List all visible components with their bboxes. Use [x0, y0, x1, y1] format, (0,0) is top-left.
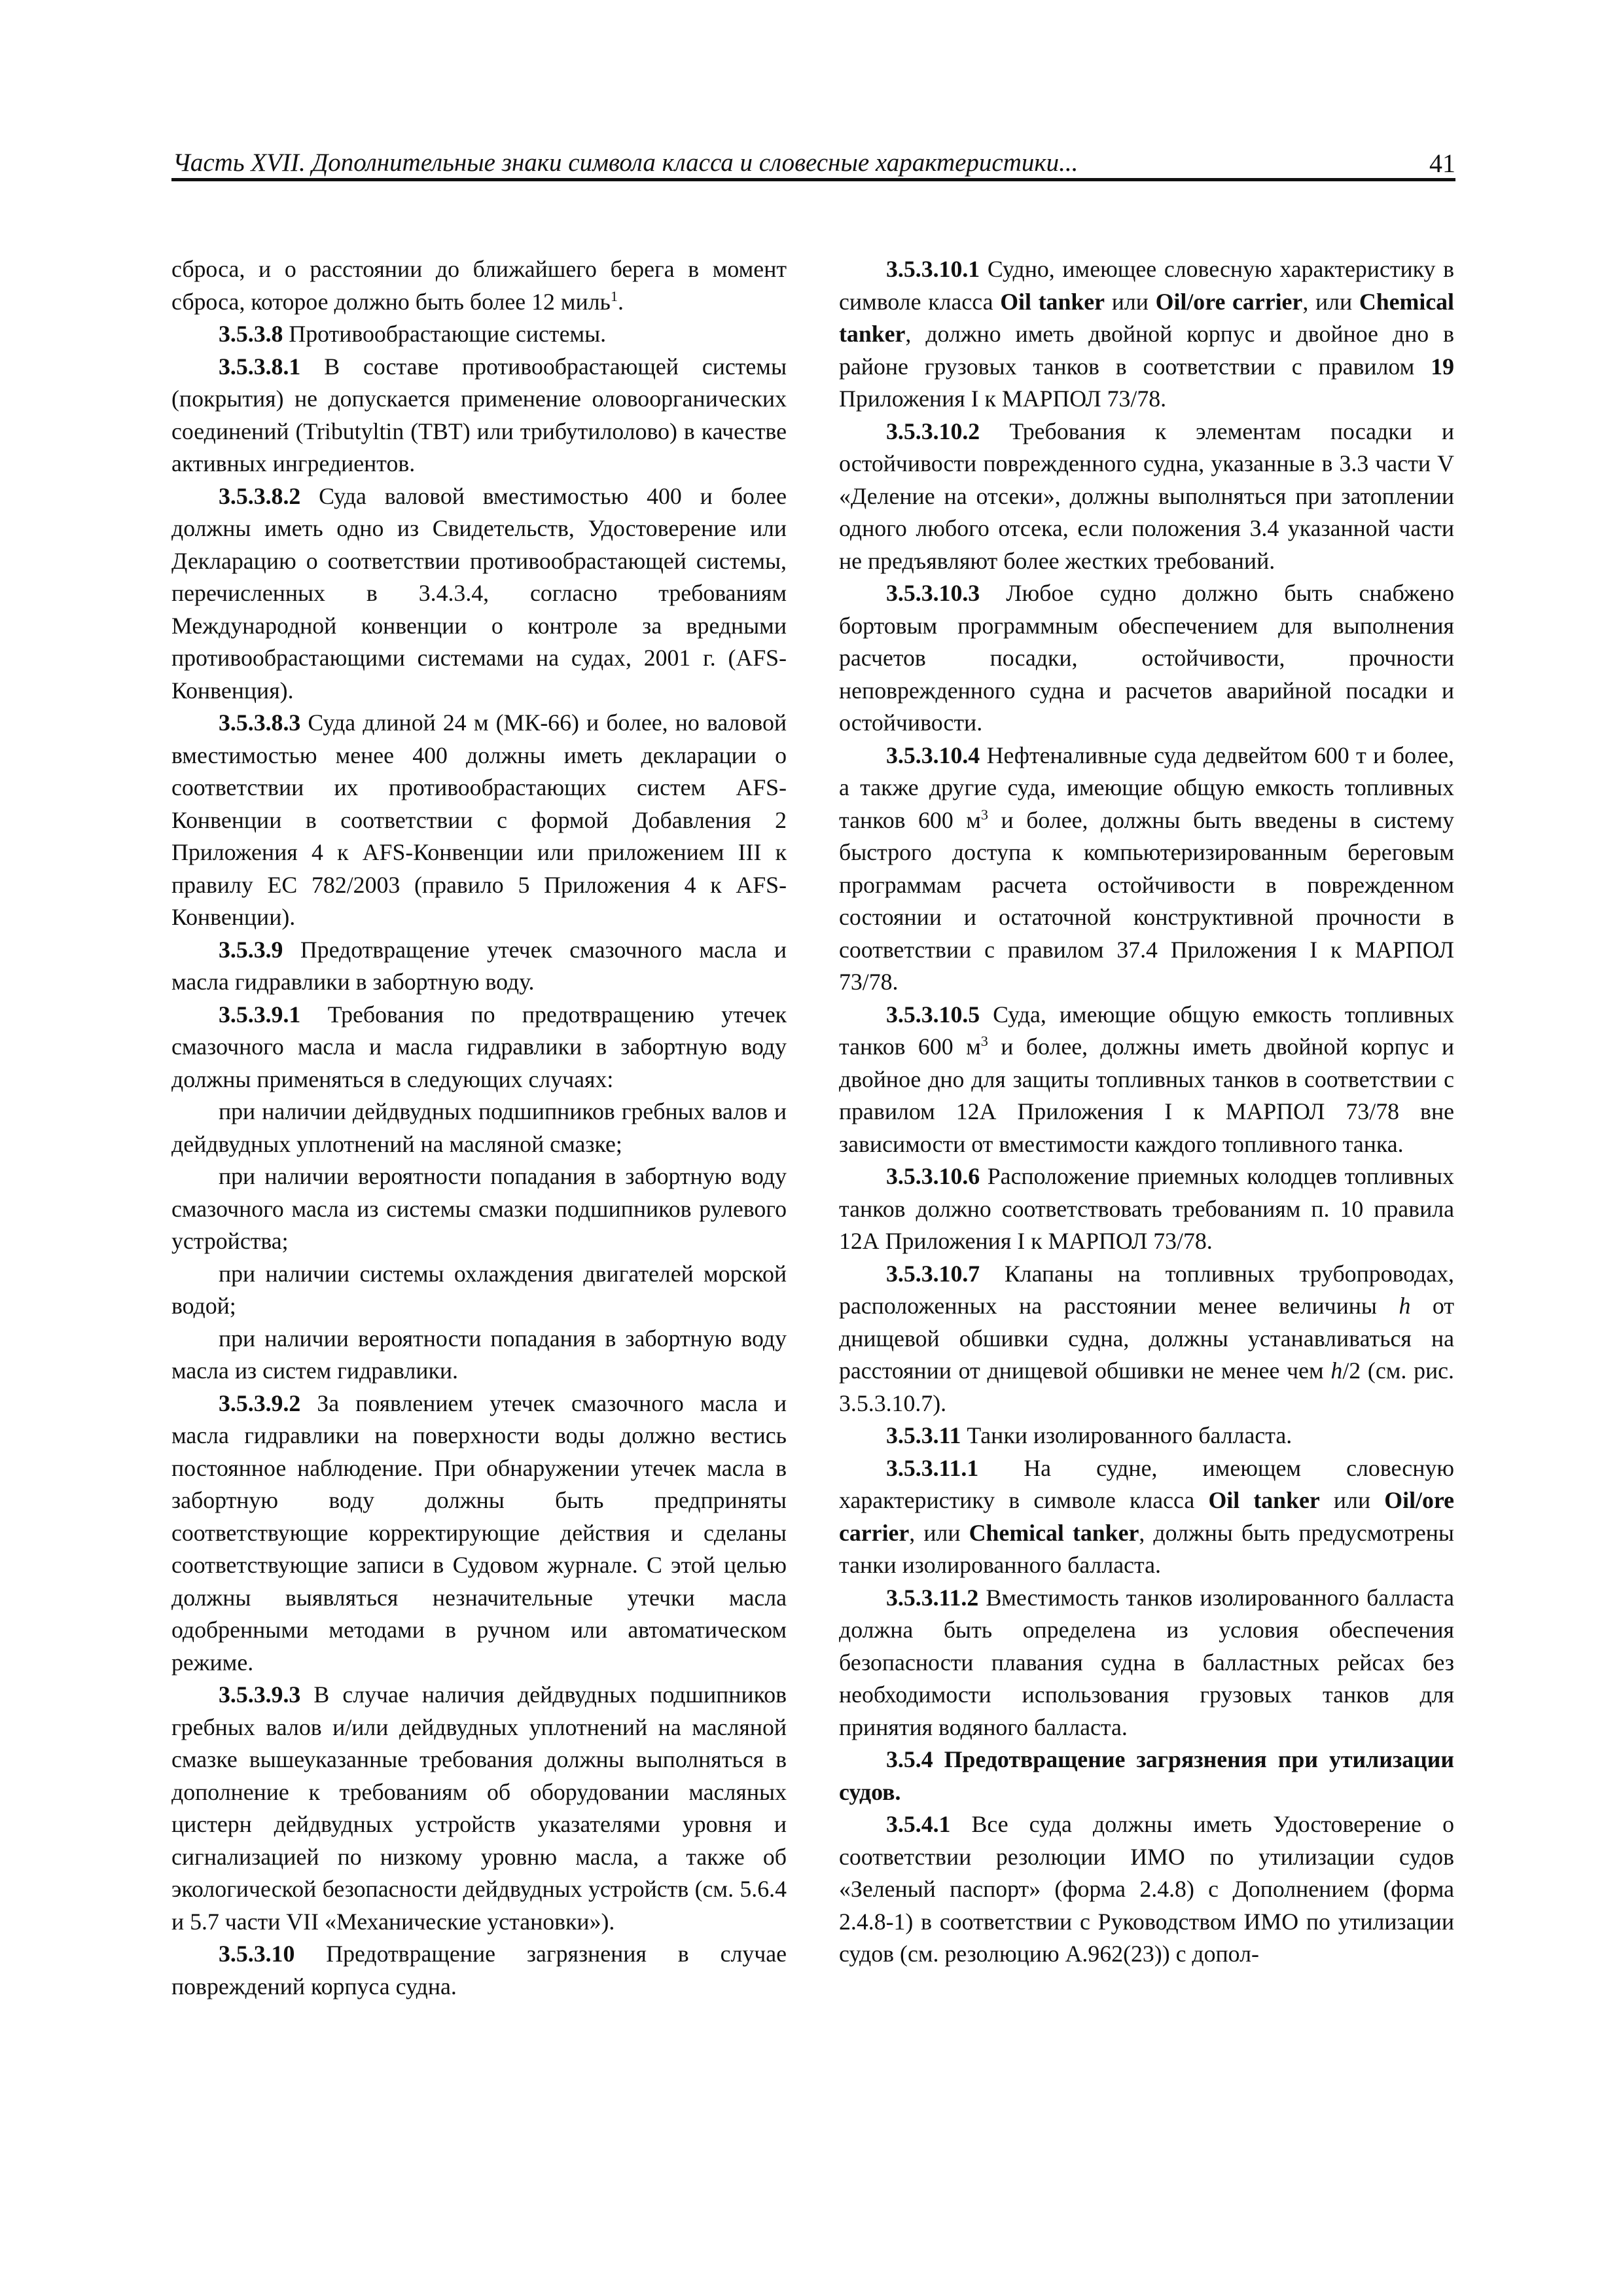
right-column — [839, 253, 1454, 1971]
section-3-5-3-8-3 — [171, 707, 787, 934]
list-item: при наличии системы охлаждения двигателей морской водой; — [171, 1260, 787, 1319]
section-number: 3.5.3.9.1 — [219, 1001, 301, 1028]
section-heading: Предотвращение загрязнения при утилизации судов. — [839, 1746, 1454, 1805]
section-number: 3.5.3.10.1 — [886, 256, 980, 282]
section-text: Расположение приемных колодцев топливных танков должно соответствовать требованиям п. 10 правила 12А Приложения I к МАРПОЛ 73/78. — [839, 1163, 1454, 1254]
class-notation: Oil/ore carrier — [839, 1487, 1454, 1546]
section-text: На судне, имеющем словесную характеристику в символе класса — [839, 1454, 1454, 1513]
page-number: 41 — [1429, 149, 1455, 178]
section-number: 3.5.3.10 — [219, 1941, 295, 1967]
section-number: 3.5.3.11.1 — [886, 1454, 979, 1481]
class-notation: Oil/ore carrier — [1155, 288, 1303, 315]
section-text: За появлением утечек смазочного масла и масла гидравлики на поверхности воды должно вестись постоянное наблюдение. При обнаружении утечек масла в забортную воду должны быть предприняты соответствующие корректирующие действия и сделаны соответствующие записи в Судовом журнале. С этой целью должны выявляться незначительные утечки масла одобренными методами в ручном или автоматическом режиме. — [171, 1390, 787, 1676]
section-text: Вместимость танков изолированного балласта должна быть определена из условия обеспечения безопасности плавания судна в балластных рейсах без необходимости использования грузовых танков для принятия водяного балласта. — [839, 1584, 1454, 1740]
section-3-5-3-9-3 — [171, 1679, 787, 1938]
variable-h: h — [1399, 1293, 1411, 1319]
section-text: Суда, имеющие общую емкость топливных танков 600 м — [839, 1001, 1454, 1060]
section-3-5-3-8-2 — [171, 480, 787, 708]
section-text: /2 (см. рис. 3.5.3.10.7). — [839, 1357, 1455, 1416]
header-title: Часть XVII. Дополнительные знаки символа класса и словесные характеристики... — [173, 149, 1079, 177]
section-text: от днищевой обшивки судна, должны устанавливаться на расстоянии от днищевой обшивки не менее чем — [839, 1293, 1454, 1384]
section-text: Противообрастающие системы. — [283, 321, 607, 347]
section-number: 3.5.3.8.3 — [219, 709, 301, 736]
section-3-5-3-11-2 — [839, 1582, 1454, 1744]
section-number: 3.5.3.10.2 — [886, 418, 980, 444]
section-number: 3.5.3.9.2 — [219, 1390, 301, 1416]
section-number: 3.5.3.11.2 — [886, 1584, 979, 1611]
footnote-ref: 1 — [610, 287, 618, 304]
list-item: при наличии дейдвудных подшипников гребных валов и дейдвудных уплотнений на масляной смазке; — [171, 1098, 787, 1157]
section-text: В составе противообрастающей системы (покрытия) не допускается применение оловоорганических соединений (Tributyltin (TBT) или трибутилолово) в качестве активных ингредиентов. — [171, 353, 787, 476]
section-3-5-3-10-3 — [839, 577, 1454, 740]
section-3-5-3-10-5 — [839, 999, 1454, 1161]
section-text: Требования по предотвращению утечек смазочного масла и масла гидравлики в забортную воду должны применяться в следующих случаях: — [171, 1001, 787, 1092]
section-number: 3.5.4.1 — [886, 1811, 951, 1837]
section-3-5-3-10-7 — [839, 1258, 1454, 1420]
section-text: Приложения I к МАРПОЛ 73/78. — [839, 386, 1167, 412]
rule-number: 19 — [1431, 353, 1454, 380]
section-3-5-3-11-1 — [839, 1452, 1454, 1582]
section-3-5-3-10-4 — [839, 740, 1454, 999]
section-number: 3.5.4 — [886, 1746, 933, 1772]
section-3-5-3-10 — [171, 1938, 787, 2003]
section-text: и более, должны быть введены в систему быстрого доступа к компьютеризированным береговым программам расчета остойчивости в поврежденном состоянии и остаточной конструктивной прочности в соответствии с правилом 37.4 Приложения I к МАРПОЛ 73/78. — [839, 806, 1454, 995]
section-3-5-3-10-6 — [839, 1160, 1454, 1258]
section-number: 3.5.3.10.7 — [886, 1260, 980, 1287]
section-number: 3.5.3.10.4 — [886, 742, 980, 768]
section-number: 3.5.3.9.3 — [219, 1681, 301, 1708]
section-text: или — [1319, 1487, 1385, 1513]
section-text: , должны быть предусмотрены танки изолированного балласта. — [839, 1519, 1454, 1578]
section-number: 3.5.3.8 — [219, 321, 283, 347]
superscript: 3 — [980, 806, 988, 823]
section-3-5-4 — [839, 1744, 1454, 1808]
section-number: 3.5.3.11 — [886, 1422, 961, 1448]
class-notation: Chemical tanker — [969, 1519, 1139, 1546]
section-3-5-3-8 — [171, 318, 787, 351]
section-text: Судно, имеющее словесную характеристику в символе класса — [839, 256, 1454, 315]
paragraph — [171, 253, 787, 318]
section-text: Предотвращение утечек смазочного масла и масла гидравлики в забортную воду. — [171, 936, 787, 995]
section-text: Все суда должны иметь Удостоверение о соответствии резолюции ИМО по утилизации судов «Зеленый паспорт» (форма 2.4.8) с Дополнением (форма 2.4.8-1) в соответствии с Руководством ИМО по утилизации судов (см. резолюцию А.962(23)) с допол- — [839, 1811, 1454, 1967]
section-number: 3.5.3.8.2 — [219, 482, 301, 509]
class-notation: Oil tanker — [1000, 288, 1105, 315]
running-header — [171, 145, 1455, 181]
section-3-5-4-1 — [839, 1808, 1454, 1971]
section-3-5-3-10-2 — [839, 416, 1454, 578]
class-notation: Chemical tanker — [839, 288, 1455, 347]
paragraph-text: сброса, и о расстоянии до ближайшего берега в момент сброса, которое должно быть более 12 миль — [171, 256, 787, 315]
section-3-5-3-11 — [839, 1420, 1454, 1452]
section-text: Требования к элементам посадки и остойчивости поврежденного судна, указанные в 3.3 части V «Деление на отсеки», должны выполняться при затоплении одного любого отсека, если положения 3.4 указанной части не предъявляют более жестких требований. — [839, 418, 1454, 574]
list-item: при наличии вероятности попадания в забортную воду смазочного масла из системы смазки подшипников рулевого устройства; — [171, 1163, 787, 1254]
section-text: Клапаны на топливных трубопроводах, расположенных на расстоянии менее величины — [839, 1260, 1454, 1319]
section-text: , должно иметь двойной корпус и двойное дно в районе грузовых танков в соответствии с правилом — [839, 321, 1454, 380]
section-3-5-3-9-1 — [171, 999, 787, 1096]
section-3-5-3-9-2 — [171, 1388, 787, 1679]
section-text: Суда валовой вместимостью 400 и более должны иметь одно из Свидетельств, Удостоверение или Декларацию о соответствии противообрастающей системы, перечисленных в 3.4.3.4, согласно требованиям Международной конвенции о контроле за вредными противообрастающими системами на судах, 2001 г. (AFS-Конвенция). — [171, 482, 787, 704]
section-3-5-3-10-1 — [839, 253, 1454, 416]
section-text: , или — [1302, 288, 1359, 315]
section-text: или — [1105, 288, 1156, 315]
section-text: , или — [909, 1519, 969, 1546]
section-number: 3.5.3.10.3 — [886, 580, 980, 606]
section-text: Нефтеналивные суда дедвейтом 600 т и более, а также другие суда, имеющие общую емкость топливных танков 600 м — [839, 742, 1454, 833]
superscript: 3 — [980, 1033, 988, 1050]
section-number: 3.5.3.8.1 — [219, 353, 301, 380]
section-text: и более, должны иметь двойной корпус и двойное дно для защиты топливных танков в соответствии с правилом 12А Приложения I к МАРПОЛ 73/78 вне зависимости от вместимости каждого топливного танка. — [839, 1033, 1454, 1157]
section-text: Танки изолированного балласта. — [961, 1422, 1293, 1448]
class-notation: Oil tanker — [1208, 1487, 1320, 1513]
paragraph-end: . — [617, 288, 624, 315]
section-number: 3.5.3.9 — [219, 936, 283, 963]
section-3-5-3-9 — [171, 934, 787, 999]
section-number: 3.5.3.10.5 — [886, 1001, 980, 1028]
section-number: 3.5.3.10.6 — [886, 1163, 980, 1189]
section-text: Любое судно должно быть снабжено бортовым программным обеспечением для выполнения расчетов посадки, остойчивости, прочности неповрежденного судна и расчетов аварийной посадки и остойчивости. — [839, 580, 1454, 736]
section-text: Суда длиной 24 м (МК-66) и более, но валовой вместимостью менее 400 должны иметь декларации о соответствии их противообрастающих систем AFS-Конвенции в соответствии с формой Добавления 2 Приложения 4 к AFS-Конвенции или приложением III к правилу ЕС 782/2003 (правило 5 Приложения 4 к AFS-Конвенции). — [171, 709, 787, 930]
section-text: В случае наличия дейдвудных подшипников гребных валов и/или дейдвудных уплотнений на масляной смазке вышеуказанные требования должны выполняться в дополнение к требованиям об оборудовании масляных цистерн дейдвудных устройств указателями уровня и сигнализацией по низкому уровню масла, а также об экологической безопасности дейдвудных устройств (см. 5.6.4 и 5.7 части VII «Механические установки»). — [171, 1681, 787, 1935]
variable-h: h — [1330, 1357, 1343, 1384]
left-column — [171, 253, 787, 2003]
section-text: Предотвращение загрязнения в случае повреждений корпуса судна. — [171, 1941, 787, 2000]
section-3-5-3-8-1 — [171, 351, 787, 480]
list-item: при наличии вероятности попадания в забортную воду масла из систем гидравлики. — [171, 1325, 787, 1384]
